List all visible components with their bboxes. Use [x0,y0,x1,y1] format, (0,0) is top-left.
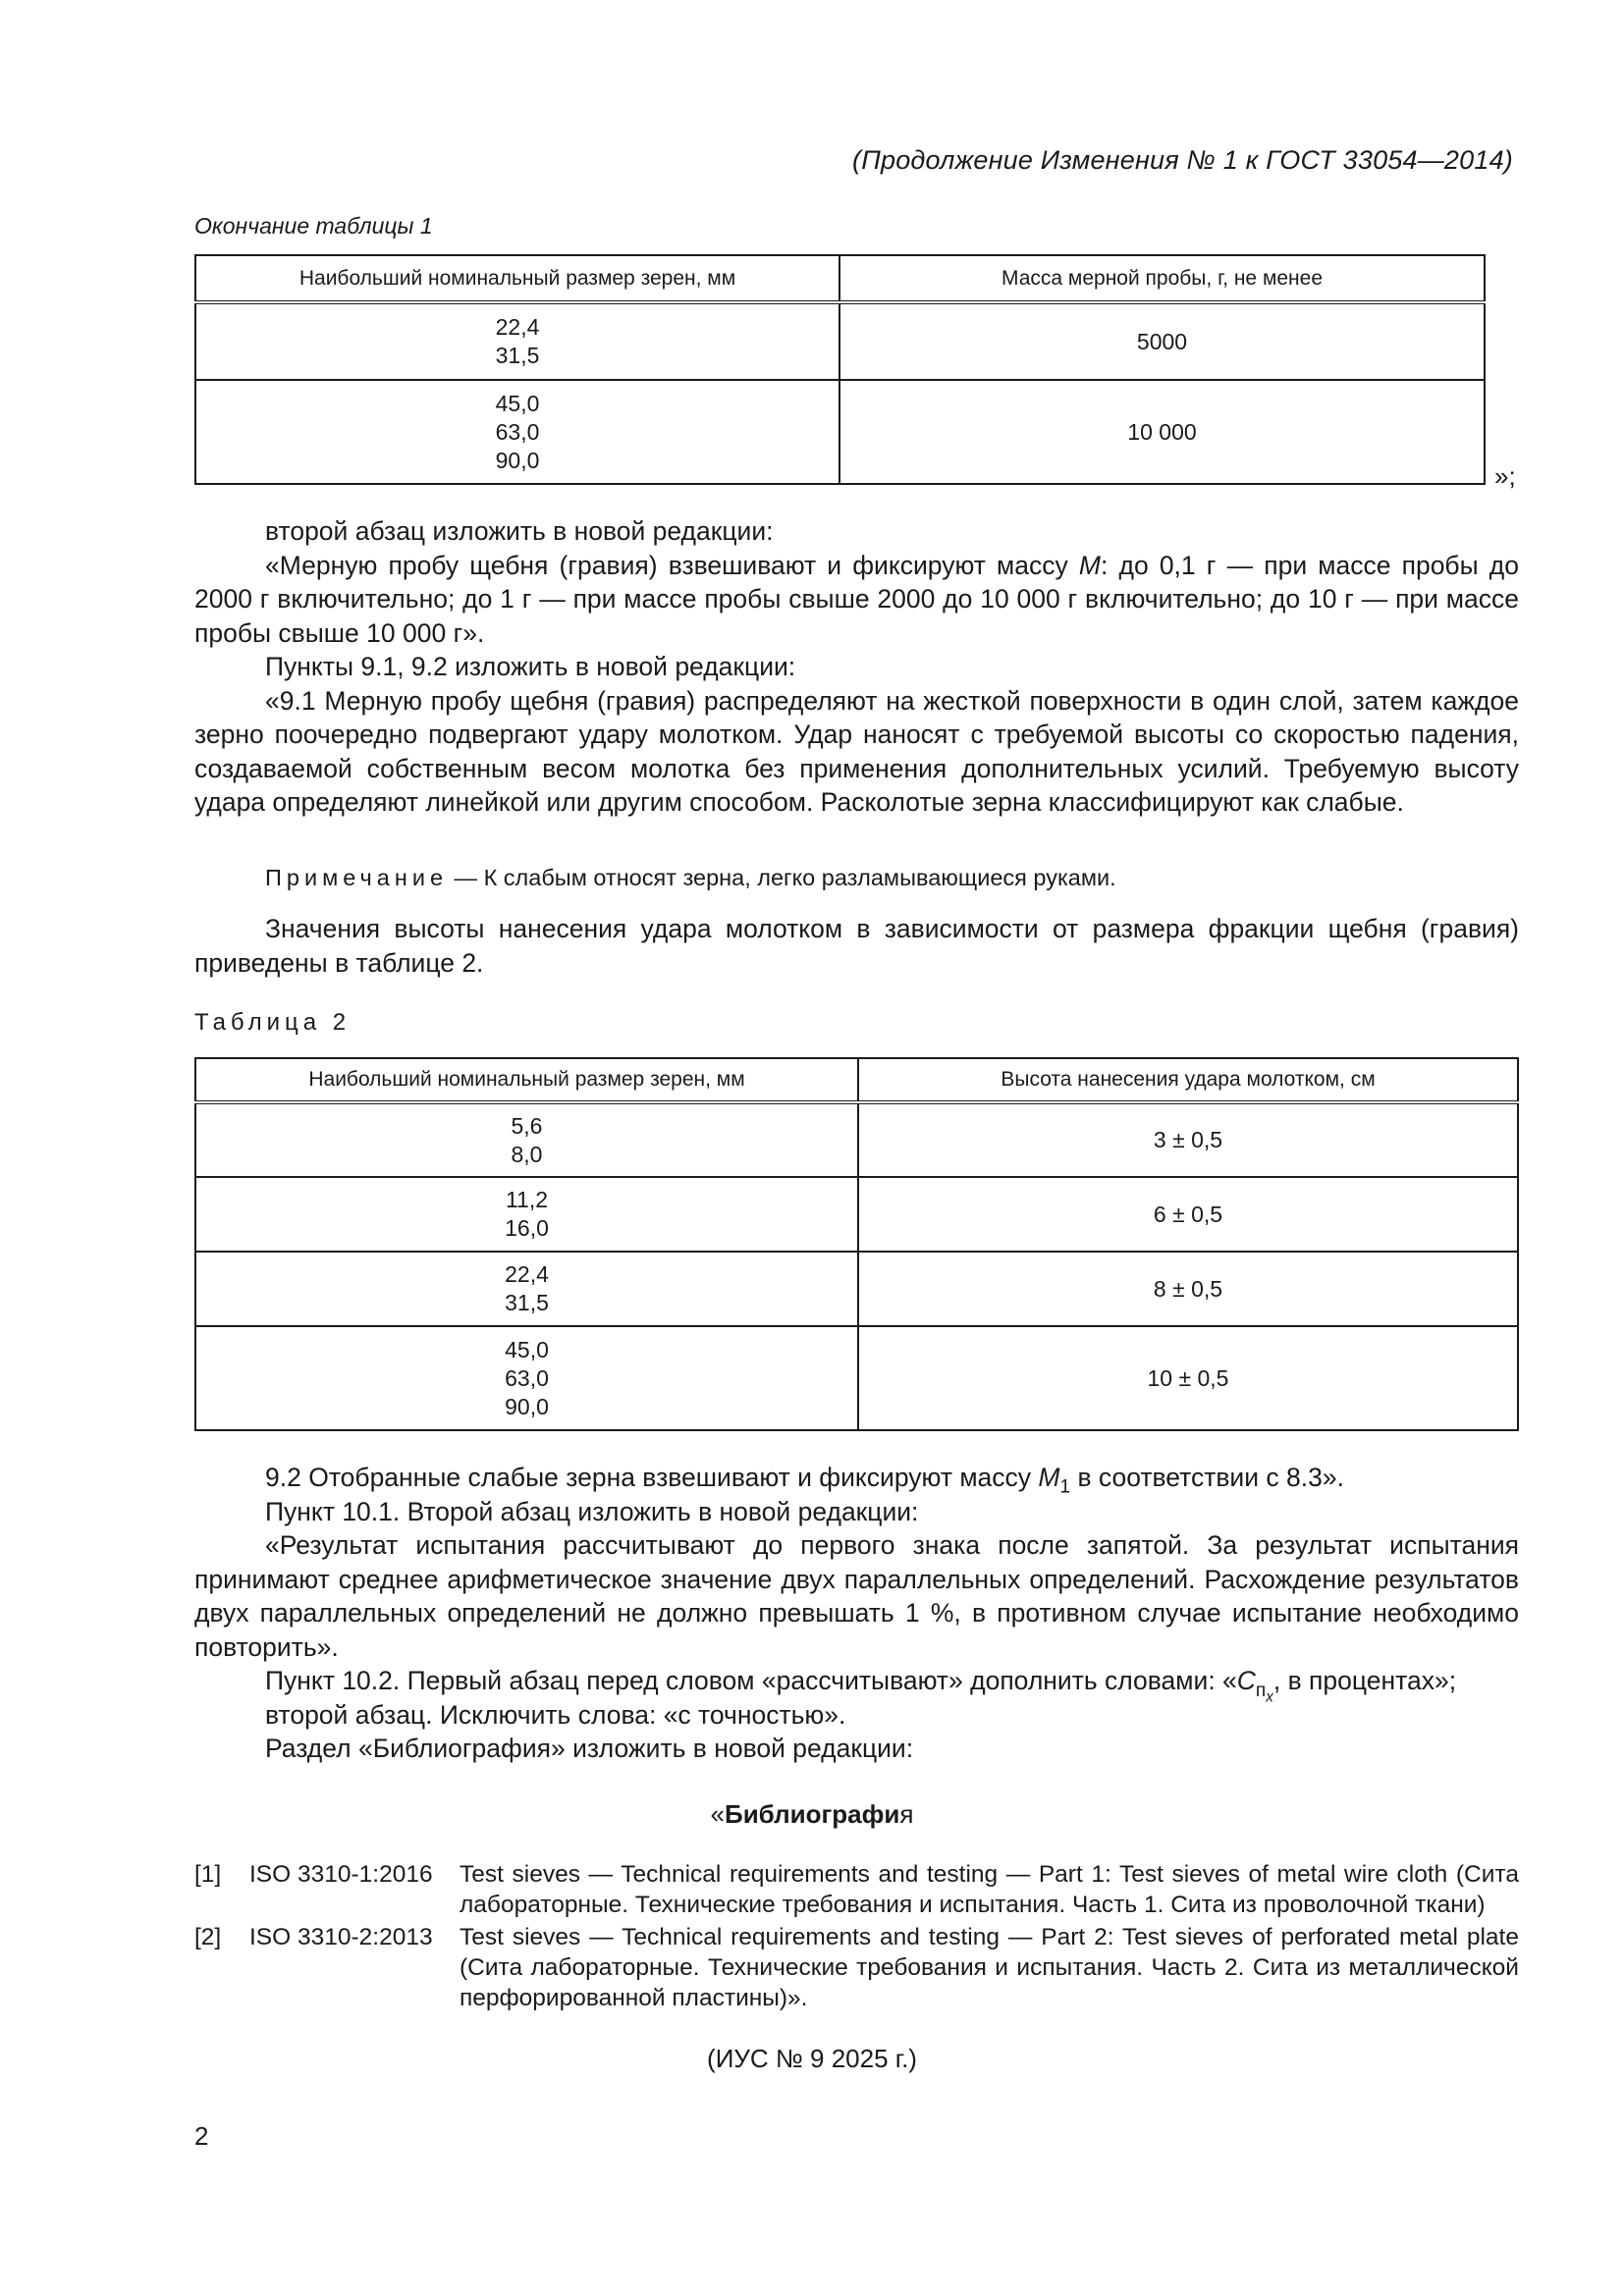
size-value: 8,0 [511,1141,543,1167]
text-span: «Мерную пробу щебня (гравия) взвешивают и фиксируют массу [265,550,1079,580]
ius-reference: (ИУС № 9 2025 г.) [707,2044,917,2073]
text-span: : до 0,1 г — при массе пробы до 2000 г включительно; до 1 г — при массе пробы свыше 2000 до 10 000 г включительно; до 10 г — при массе пробы свыше 10 000 г». [194,550,1519,648]
table1-closing-quote: »; [1494,461,1516,491]
table-row [195,1177,1518,1252]
size-value: 5,6 [511,1112,543,1139]
bib-title: Test sieves — Technical requirements and testing — Part 1: Test sieves of metal wire cloth (Сита лабораторные. Технические требования и испытания. Часть 1. Сита из проволочной ткани) [460,1861,1519,1918]
subscript-var: x [1266,1688,1273,1705]
table-row [195,302,1485,380]
bib-standard: ISO 3310-2:2013 [249,1924,433,1950]
table2-height-cell: 3 ± 0,5 [858,1102,1518,1177]
paragraph [194,1461,1519,1498]
table-row [195,380,1485,484]
note-label: Примечание [265,865,449,890]
list-item [194,1922,1519,2013]
text-span: Пункт 10.2. Первый абзац перед словом «рассчитывают» дополнить словами: « [265,1666,1237,1695]
table2-size-cell [195,1326,858,1430]
paragraph: второй абзац. Исключить слова: «с точностью». [265,1699,846,1730]
table2-intro [194,912,1519,980]
table2-height-cell: 10 ± 0,5 [858,1326,1518,1430]
size-value: 11,2 [505,1187,549,1212]
table-row [195,1102,1518,1177]
list-item [194,1859,1519,1920]
table-row [195,1326,1518,1430]
size-value: 22,4 [505,1261,549,1287]
text-span: , в процентах»; [1272,1666,1457,1695]
table2-size-cell [195,1177,858,1252]
table1-mass-cell: 5000 [839,302,1485,380]
amendment-text-block-1 [194,514,1519,820]
paragraph: Значения высоты нанесения удара молотком в зависимости от размера фракции щебня (гравия) приведены в таблице 2. [194,914,1519,978]
table1-mass-cell: 10 000 [839,380,1485,484]
variable-c: C [1236,1666,1256,1695]
bibliography-list [194,1859,1519,2013]
paragraph: Пункты 9.1, 9.2 изложить в новой редакции: [265,652,796,681]
bib-number: [2] [194,1924,222,1950]
page-number: 2 [194,2121,209,2151]
note [265,865,1116,891]
bib-number: [1] [194,1861,222,1888]
paragraph: второй абзац изложить в новой редакции: [265,516,774,546]
text-span: 9.2 Отобранные слабые зерна взвешивают и фиксируют массу [265,1463,1039,1492]
size-value: 31,5 [505,1290,549,1315]
sub-subscript [1266,1688,1273,1705]
amendment-text-block-2 [194,1461,1519,1766]
table2-caption: Таблица 2 [194,1009,352,1036]
heading-tail: я [899,1799,914,1829]
open-quote: « [710,1799,725,1829]
size-value: 90,0 [505,1393,549,1419]
variable-m: M [1038,1463,1060,1492]
table2-header-height: Высота нанесения удара молотком, см [858,1058,1518,1102]
size-value: 45,0 [505,1336,549,1362]
table1-size-cell [195,380,839,484]
bib-standard: ISO 3310-1:2016 [249,1861,433,1888]
table1-header-mass: Масса мерной пробы, г, не менее [839,255,1485,302]
size-value: 45,0 [495,390,540,416]
table1 [194,254,1486,485]
size-value: 63,0 [495,418,540,445]
subscript-text: п [1255,1680,1267,1701]
paragraph: «Результат испытания рассчитывают до первого знака после запятой. За результат испытания принимают среднее арифметическое значение двух параллельных определений. Расхождение результатов двух параллельных определений не должно превышать 1 %, в противном случае испытание необходимо повторить». [194,1530,1519,1662]
size-value: 63,0 [505,1364,549,1391]
variable-m: M [1078,550,1101,580]
size-value: 31,5 [495,343,540,368]
table2-height-cell: 6 ± 0,5 [858,1177,1518,1252]
table1-header-size: Наибольший номинальный размер зерен, мм [195,255,839,302]
table1-header-row [195,255,1485,302]
subscript [1255,1680,1273,1705]
text-span: в соответствии с 8.3». [1070,1463,1344,1492]
paragraph [194,1664,1519,1705]
table2-size-cell [195,1102,858,1177]
table2-header-row [195,1058,1518,1102]
table-row [195,1252,1518,1326]
subscript: 1 [1059,1476,1071,1498]
size-value: 16,0 [505,1215,549,1241]
running-header: (Продолжение Изменения № 1 к ГОСТ 33054—2014) [852,145,1513,175]
table2-size-cell [195,1252,858,1326]
table2-height-cell: 8 ± 0,5 [858,1252,1518,1326]
table1-caption: Окончание таблицы 1 [194,213,433,239]
paragraph: Пункт 10.1. Второй абзац изложить в новой редакции: [265,1496,919,1526]
paragraph: Раздел «Библиография» изложить в новой редакции: [265,1734,914,1763]
bibliography-heading [0,1799,1624,1830]
paragraph: «9.1 Мерную пробу щебня (гравия) распределяют на жесткой поверхности в один слой, затем каждое зерно поочередно подвергают удару молотком. Удар наносят с требуемой высоты со скоростью падения, создаваемой собственным весом молотка без применения дополнительных усилий. Требуемую высоту удара определяют линейкой или другим способом. Расколотые зерна классифицируют как слабые. [194,685,1519,817]
note-text: — К слабым относят зерна, легко разламывающиеся руками. [448,865,1116,890]
size-value: 22,4 [495,314,540,340]
size-value: 90,0 [495,447,540,473]
bib-title: Test sieves — Technical requirements and testing — Part 2: Test sieves of perforated metal plate (Сита лабораторные. Технические требования и испытания. Часть 2. Сита из металлической перфорированной пластины)». [460,1924,1519,2011]
table1-size-cell [195,302,839,380]
heading-bold: Библиографи [725,1799,900,1829]
table2-header-size: Наибольший номинальный размер зерен, мм [195,1058,858,1102]
paragraph [194,549,1519,651]
table2 [194,1057,1519,1431]
